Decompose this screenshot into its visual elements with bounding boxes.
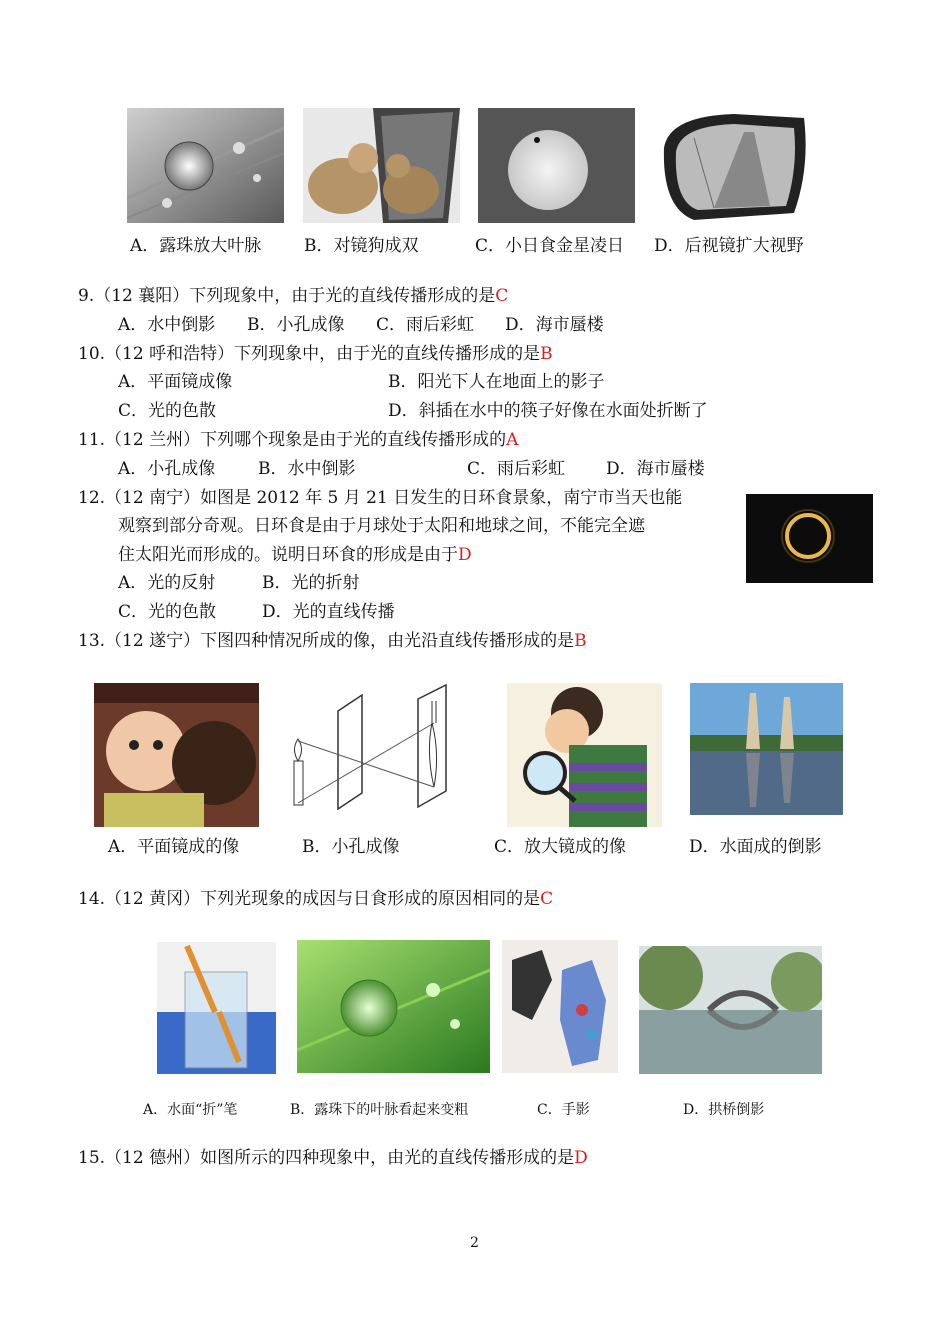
q9-option-d: D．海市蜃楼	[505, 315, 604, 335]
question-13-answer: B	[574, 631, 587, 651]
row1-caption-b: B．对镜狗成双	[304, 236, 419, 256]
question-15-stem: 15.（12 德州）如图所示的四种现象中，由光的直线传播形成的是D	[78, 1148, 588, 1168]
hand-shadow-image	[502, 940, 618, 1073]
dewdrop-leaf-image	[127, 108, 284, 223]
annular-eclipse-image	[746, 494, 873, 583]
q10-option-c: C．光的色散	[118, 401, 217, 421]
q13-caption-d: D．水面成的倒影	[689, 837, 822, 857]
mirror-baby-image	[94, 683, 259, 827]
question-12-stem-line2: 观察到部分奇观。日环食是由于月球处于太阳和地球之间，不能完全遮	[118, 516, 645, 536]
q12-option-c: C．光的色散	[118, 602, 217, 622]
q9-option-a: A．水中倒影	[118, 315, 216, 335]
q9-option-b: B．小孔成像	[247, 315, 345, 335]
question-12-stem-line3: 住太阳光而形成的。说明日环食的形成是由于D	[118, 545, 472, 565]
question-13-stem: 13.（12 遂宁）下图四种情况所成的像，由光沿直线传播形成的是B	[78, 631, 587, 651]
rearview-mirror-image	[654, 108, 811, 223]
q12-option-a: A．光的反射	[118, 573, 216, 593]
page-number: 2	[470, 1235, 479, 1251]
question-9-answer: C	[495, 286, 509, 306]
q13-caption-b: B．小孔成像	[302, 837, 400, 857]
dewdrop-green-leaf-image	[297, 940, 490, 1073]
pencil-in-water-image	[157, 942, 276, 1074]
pagoda-reflection-image	[690, 683, 843, 815]
question-12-answer: D	[458, 545, 472, 565]
q14-caption-d: D．拱桥倒影	[683, 1102, 765, 1118]
q13-caption-a: A．平面镜成的像	[108, 837, 240, 857]
dog-mirror-image	[303, 108, 460, 223]
magnifier-boy-image	[507, 683, 662, 827]
question-11-answer: A	[506, 430, 519, 450]
q11-option-a: A．小孔成像	[118, 459, 216, 479]
row1-caption-a: A．露珠放大叶脉	[130, 236, 262, 256]
question-11-stem: 11.（12 兰州）下列哪个现象是由于光的直线传播形成的A	[78, 430, 519, 450]
row1-caption-c: C．小日食金星凌日	[475, 236, 625, 256]
question-12-stem-line1: 12.（12 南宁）如图是 2012 年 5 月 21 日发生的日环食景象，南宁市当天也能	[78, 488, 683, 508]
q11-option-c: C．雨后彩虹	[467, 459, 566, 479]
question-15-answer: D	[574, 1148, 588, 1168]
question-10-answer: B	[540, 344, 553, 364]
q10-option-b: B．阳光下人在地面上的影子	[388, 372, 605, 392]
q14-caption-b: B．露珠下的叶脉看起来变粗	[290, 1102, 469, 1118]
q10-option-a: A．平面镜成像	[118, 372, 233, 392]
row1-caption-d: D．后视镜扩大视野	[654, 236, 804, 256]
q9-option-c: C．雨后彩虹	[376, 315, 475, 335]
q14-caption-c: C．手影	[537, 1102, 590, 1118]
question-9-stem: 9.（12 襄阳）下列现象中，由于光的直线传播形成的是C	[78, 286, 509, 306]
pinhole-diagram-image	[286, 683, 451, 810]
q12-option-b: B．光的折射	[262, 573, 360, 593]
arch-bridge-reflection-image	[639, 946, 822, 1074]
q11-option-b: B．水中倒影	[258, 459, 356, 479]
question-10-stem: 10.（12 呼和浩特）下列现象中，由于光的直线传播形成的是B	[78, 344, 553, 364]
question-14-answer: C	[540, 889, 554, 909]
q10-option-d: D．斜插在水中的筷子好像在水面处折断了	[388, 401, 708, 421]
q12-option-d: D．光的直线传播	[262, 602, 395, 622]
venus-transit-image	[478, 108, 635, 223]
q14-caption-a: A．水面“折”笔	[143, 1102, 238, 1118]
q13-caption-c: C．放大镜成的像	[494, 837, 627, 857]
question-14-stem: 14.（12 黄冈）下列光现象的成因与日食形成的原因相同的是C	[78, 889, 554, 909]
q11-option-d: D．海市蜃楼	[606, 459, 705, 479]
